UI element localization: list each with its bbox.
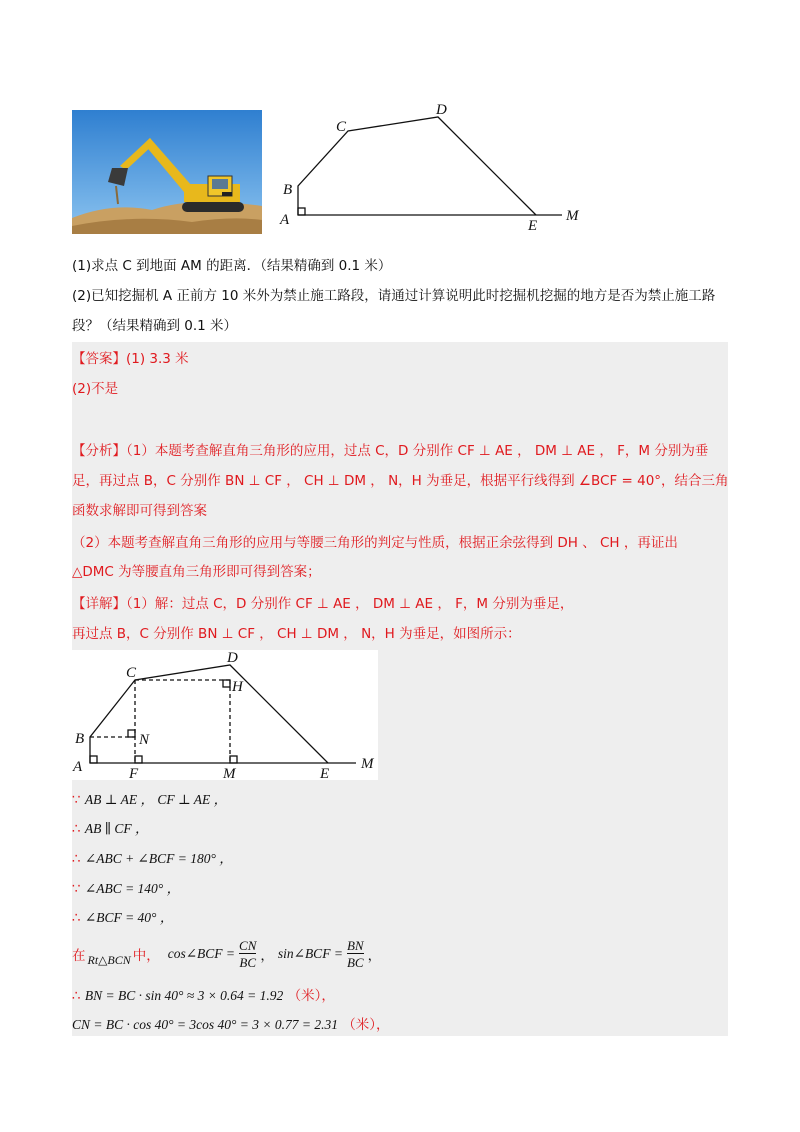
- proof-step-2: [72, 819, 149, 839]
- proof-step-8-unit: （米），: [342, 1017, 390, 1033]
- fig2-label-n: N: [139, 732, 150, 748]
- cos-fraction-numerator: CN: [239, 938, 257, 953]
- proof-step-1-text: AB ⊥ AE ， CF ⊥ AE ，: [84, 792, 228, 807]
- excavator-photo: [72, 110, 262, 234]
- proof-step-3-text: ∠ABC + ∠BCF = 180° ，: [84, 851, 233, 866]
- therefore-symbol: ∴: [72, 988, 81, 1004]
- proof-step-6: [72, 934, 381, 974]
- question-2-line-2: 段？（结果精确到 0.1 米）: [72, 318, 238, 334]
- proof-step-6-end: ，: [367, 948, 382, 964]
- proof-step-5-text: ∠BCF = 40° ，: [84, 910, 174, 925]
- fig2-label-c: C: [126, 665, 137, 681]
- sin-fraction: [347, 938, 364, 970]
- fig2-label-m: M: [223, 766, 236, 780]
- fig1-label-c: C: [336, 119, 347, 135]
- proof-step-6-prefix: 在: [72, 948, 86, 964]
- question-2-line-1: (2)已知挖掘机 A 正前方 10 米外为禁止施工路段，请通过计算说明此时挖掘机挖掘的地方是否为禁止施工路: [72, 288, 716, 304]
- sin-fraction-numerator: BN: [346, 938, 364, 953]
- proof-step-3: [72, 849, 233, 869]
- fig1-label-b: B: [283, 182, 293, 198]
- fig1-label-e: E: [528, 218, 538, 234]
- proof-step-6-cos: cos∠BCF =: [167, 946, 236, 961]
- proof-step-6-triangle: Rt△BCN: [87, 952, 131, 967]
- because-symbol: ∵: [72, 881, 81, 897]
- fig2-label-b: B: [75, 731, 85, 747]
- proof-step-5: [72, 908, 173, 928]
- proof-step-7: [72, 986, 335, 1006]
- proof-step-4-text: ∠ABC = 140° ，: [84, 881, 181, 896]
- analysis-line-2: 足，再过点 B，C 分别作 BN ⊥ CF ， CH ⊥ DM ， N，H 为垂足，根据平行线得到 ∠BCF = 40°，结合三角: [72, 473, 729, 489]
- fig2-label-f: F: [129, 766, 139, 780]
- question-1: (1)求点 C 到地面 AM 的距离．（结果精确到 0.1 米）: [72, 258, 392, 274]
- fig2-label-h: H: [232, 679, 243, 695]
- cos-fraction-denominator: BC: [239, 955, 257, 970]
- figure-1-diagram: [270, 98, 600, 240]
- detail-line-2: 再过点 B，C 分别作 BN ⊥ CF ， CH ⊥ DM ， N，H 为垂足，如图所示：: [72, 626, 521, 642]
- proof-step-4: [72, 879, 180, 899]
- proof-step-1: [72, 790, 227, 810]
- proof-step-6-separator: ，: [260, 948, 274, 964]
- fig2-label-m-ray: M: [361, 756, 374, 772]
- proof-step-7-unit: （米），: [287, 988, 335, 1004]
- fig2-label-d: D: [227, 650, 238, 666]
- detail-line-1: 【详解】（1）解：过点 C，D 分别作 CF ⊥ AE ， DM ⊥ AE ， F，M 分别为垂足，: [72, 596, 574, 612]
- answer-line-1: 【答案】(1) 3.3 米: [72, 351, 189, 367]
- cos-fraction: [239, 938, 256, 970]
- fig1-label-a: A: [280, 212, 290, 228]
- fig2-label-e: E: [320, 766, 330, 780]
- fig1-label-d: D: [436, 102, 447, 118]
- proof-step-8: [72, 1015, 390, 1035]
- fig2-label-a: A: [73, 759, 83, 775]
- because-symbol: ∵: [72, 792, 81, 808]
- therefore-symbol: ∴: [72, 851, 81, 867]
- analysis-line-5: △DMC 为等腰直角三角形即可得到答案；: [72, 564, 321, 580]
- fig1-label-m: M: [566, 208, 579, 224]
- proof-step-6-sin: sin∠BCF =: [277, 946, 343, 961]
- analysis-line-4: （2）本题考查解直角三角形的应用与等腰三角形的判定与性质，根据正余弦得到 DH 、 CH ，再证出: [72, 535, 678, 551]
- analysis-line-1: 【分析】（1）本题考查解直角三角形的应用，过点 C，D 分别作 CF ⊥ AE ， DM ⊥ AE ， F，M 分别为垂: [72, 443, 709, 459]
- proof-step-7-text: BN = BC · sin 40° ≈ 3 × 0.64 = 1.92: [84, 988, 284, 1003]
- analysis-line-3: 函数求解即可得到答案: [72, 503, 207, 519]
- therefore-symbol: ∴: [72, 821, 81, 837]
- proof-step-8-text: CN = BC · cos 40° = 3cos 40° = 3 × 0.77 = 2.31: [72, 1017, 338, 1032]
- proof-step-2-text: AB ∥ CF ，: [84, 821, 149, 836]
- figure-2-diagram: [72, 650, 378, 780]
- therefore-symbol: ∴: [72, 910, 81, 926]
- answer-line-2: (2)不是: [72, 381, 119, 397]
- sin-fraction-denominator: BC: [346, 955, 364, 970]
- proof-step-6-mid: 中，: [132, 948, 160, 964]
